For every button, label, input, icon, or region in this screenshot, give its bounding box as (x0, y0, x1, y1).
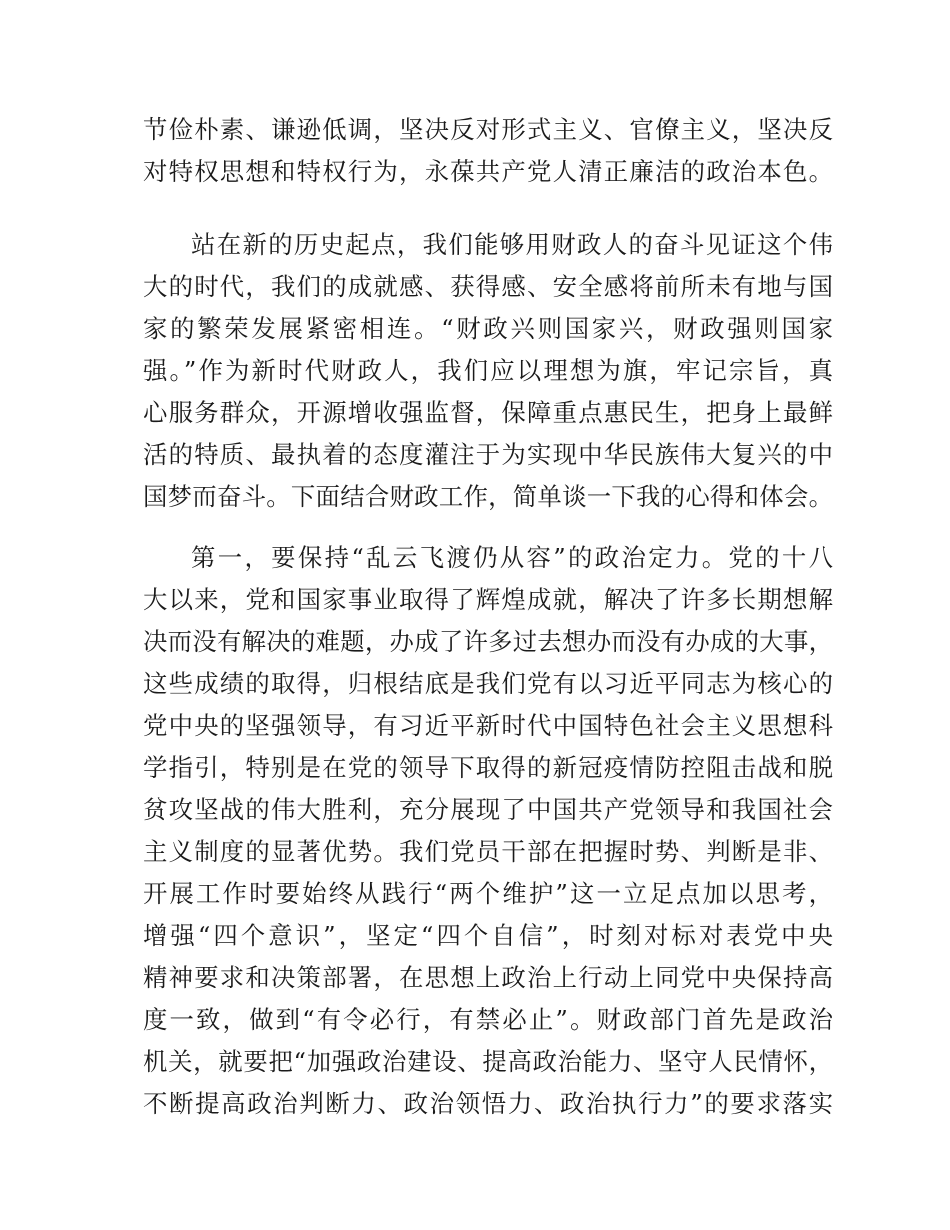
paragraph-3-line-12: 度一致，做到“有令必行，有禁必止”。财政部门首先是政治 (143, 1005, 833, 1034)
paragraph-1-line-2: 对特权思想和特权行为，永葆共产党人清正廉洁的政治本色。 (143, 157, 833, 186)
paragraph-3-line-5: 党中央的坚强领导，有习近平新时代中国特色社会主义思想科 (143, 711, 833, 740)
paragraph-2-line-3: 家的繁荣发展紧密相连。“财政兴则国家兴，财政强则国家 (143, 314, 833, 343)
paragraph-2-line-4: 强。”作为新时代财政人，我们应以理想为旗，牢记宗旨，真 (143, 356, 833, 385)
paragraph-2-line-5: 心服务群众，开源增收强监督，保障重点惠民生，把身上最鲜 (143, 398, 833, 427)
paragraph-2-line-2: 大的时代，我们的成就感、获得感、安全感将前所未有地与国 (143, 272, 833, 301)
paragraph-2-line-7: 国梦而奋斗。下面结合财政工作，简单谈一下我的心得和体会。 (143, 482, 833, 511)
paragraph-3-line-14: 不断提高政治判断力、政治领悟力、政治执行力”的要求落实 (143, 1089, 833, 1118)
paragraph-3-line-7: 贫攻坚战的伟大胜利，充分展现了中国共产党领导和我国社会 (143, 795, 833, 824)
paragraph-3-line-4: 这些成绩的取得，归根结底是我们党有以习近平同志为核心的 (143, 669, 833, 698)
paragraph-3-line-3: 决而没有解决的难题，办成了许多过去想办而没有办成的大事， (143, 627, 833, 656)
paragraph-3-line-10: 增强“四个意识”，坚定“四个自信”，时刻对标对表党中央 (143, 921, 833, 950)
paragraph-3-line-1: 第一，要保持“乱云飞渡仍从容”的政治定力。党的十八 (191, 543, 833, 572)
paragraph-3-line-2: 大以来，党和国家事业取得了辉煌成就，解决了许多长期想解 (143, 585, 833, 614)
paragraph-3-line-6: 学指引，特别是在党的领导下取得的新冠疫情防控阻击战和脱 (143, 753, 833, 782)
paragraph-2-line-6: 活的特质、最执着的态度灌注于为实现中华民族伟大复兴的中 (143, 440, 833, 469)
paragraph-1-line-1: 节俭朴素、谦逊低调，坚决反对形式主义、官僚主义，坚决反 (143, 115, 833, 144)
paragraph-2-line-1: 站在新的历史起点，我们能够用财政人的奋斗见证这个伟 (191, 230, 833, 259)
paragraph-3-line-13: 机关，就要把“加强政治建设、提高政治能力、坚守人民情怀， (143, 1047, 833, 1076)
paragraph-3-line-9: 开展工作时要始终从践行“两个维护”这一立足点加以思考， (143, 879, 833, 908)
paragraph-3-line-11: 精神要求和决策部署，在思想上政治上行动上同党中央保持高 (143, 963, 833, 992)
paragraph-3-line-8: 主义制度的显著优势。我们党员干部在把握时势、判断是非、 (143, 837, 833, 866)
